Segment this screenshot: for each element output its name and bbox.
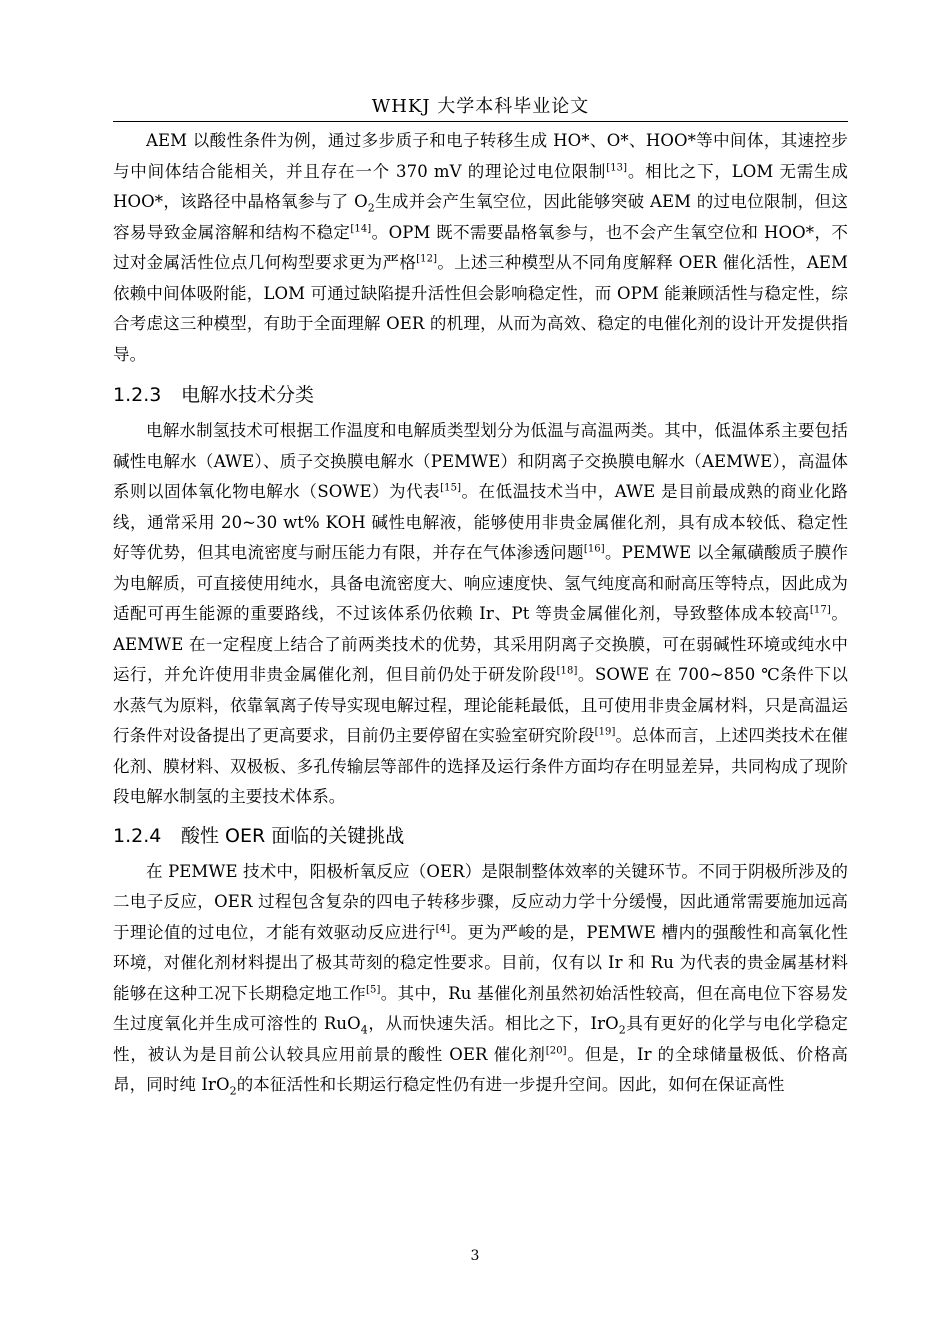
section-number: 1.2.4	[113, 824, 162, 847]
citation: [12]	[416, 253, 438, 265]
paragraph-oer-models	[113, 126, 848, 370]
text-run: 生成并会产生氧空位，因此能够突破 AEM 的过电位限制，但这容易导致金属溶解和结构不稳定	[113, 192, 848, 242]
section-heading-1-2-4	[113, 821, 848, 851]
citation: [15]	[440, 482, 462, 494]
citation: [16]	[583, 543, 605, 555]
text-run: 。上述三种模型从不同角度解释 OER 催化活性，AEM 依赖中间体吸附能，LOM 可通过缺陷提升活性但会影响稳定性，而 OPM 能兼顾活性与稳定性，综合考虑这三种模型，有助于全面理解 OER 的机理，从而为高效、稳定的电催化剂的设计开发提供指导。	[113, 253, 848, 364]
text-run: 具有更好的化学与电化学稳定性，被认为是目前公认较具应用前景的酸性 OER 催化剂	[113, 1014, 848, 1064]
subscript: 4	[360, 1023, 368, 1037]
text-run: ，从而快速失活。相比之下，IrO	[367, 1014, 619, 1033]
citation: [13]	[606, 162, 628, 173]
text-run: 。总体而言，上述四类技术在催化剂、膜材料、双极板、多孔传输层等部件的选择及运行条件方面均存在明显差异，共同构成了现阶段电解水制氢的主要技术体系。	[113, 726, 848, 806]
text-run: 。SOWE 在 700~850 ℃条件下以水蒸气为原料，依靠氧离子传导实现电解过程，理论能耗最低，且可使用非贵金属材料，只是高温运行条件对设备提出了更高要求，目前仍主要停留在实验室研究阶段	[113, 665, 848, 745]
paragraph-acidic-oer-challenges	[113, 857, 848, 1101]
text-run: 。在低温技术当中，AWE 是目前最成熟的商业化路线，通常采用 20~30 wt% KOH 碱性电解液，能够使用非贵金属催化剂，具有成本较低、稳定性好等优势，但其电流密度与耐压能力有限，并存在气体渗透问题	[113, 482, 848, 562]
text-run: 。相比之下，LOM 无需生成 HOO*，该路径中晶格氧参与了 O	[113, 161, 848, 211]
citation: [5]	[366, 984, 381, 995]
text-run: 电解水制氢技术可根据工作温度和电解质类型划分为低温与高温两类。其中，低温体系主要包括碱性电解水（AWE）、质子交换膜电解水（PEMWE）和阴离子交换膜电解水（AEMWE），高温体系则以固体氧化物电解水（SOWE）为代表	[113, 421, 848, 501]
text-run: AEM 以酸性条件为例，通过多步质子和电子转移生成 HO*、O*、HOO*等中间体，其速控步与中间体结合能相关，并且存在一个 370 mV 的理论过电位限制	[113, 131, 848, 181]
citation: [20]	[545, 1045, 567, 1056]
text-run: 。OPM 既不需要晶格氧参与，也不会产生氧空位和 HOO*，不过对金属活性位点几何构型要求更为严格	[113, 222, 848, 272]
citation: [18]	[556, 665, 578, 677]
text-run: 。AEMWE 在一定程度上结合了前两类技术的优势，其采用阴离子交换膜，可在弱碱性环境或纯水中运行，并允许使用非贵金属催化剂，但目前仍处于研发阶段	[113, 604, 849, 684]
subscript: 2	[367, 201, 375, 215]
text-run: 在 PEMWE 技术中，阳极析氧反应（OER）是限制整体效率的关键环节。不同于阴极所涉及的二电子反应，OER 过程包含复杂的四电子转移步骤，反应动力学十分缓慢，因此通常需要施加远高于理论值的过电位，才能有效驱动反应进行	[113, 861, 848, 942]
text-run: 。PEMWE 以全氟磺酸质子膜作为电解质，可直接使用纯水，具备电流密度大、响应速度快、氢气纯度高和耐高压等特点，因此成为适配可再生能源的重要路线，不过该体系仍依赖 Ir、Pt 等贵金属催化剂，导致整体成本较高	[113, 543, 848, 623]
citation: [4]	[435, 923, 451, 934]
text-run: 。但是，Ir 的全球储量极低、价格高昂，同时纯 IrO	[113, 1044, 849, 1094]
text-run: 的本征活性和长期运行稳定性仍有进一步提升空间。因此，如何在保证高性	[236, 1075, 785, 1094]
header-rule	[113, 121, 848, 122]
subscript: 2	[229, 1084, 237, 1098]
page-body	[113, 126, 848, 1101]
page-header-title: WHKJ 大学本科毕业论文	[371, 96, 590, 117]
text-run: 。更为严峻的是，PEMWE 槽内的强酸性和高氧化性环境，对催化剂材料提出了极其苛刻的稳定性要求。目前，仅有以 Ir 和 Ru 为代表的贵金属基材料能够在这种工况下长期稳定地工作	[113, 922, 849, 1003]
paragraph-electrolysis-types	[113, 416, 848, 813]
text-run: 。其中，Ru 基催化剂虽然初始活性较高，但在高电位下容易发生过度氧化并生成可溶性的 RuO	[113, 983, 848, 1033]
citation: [14]	[350, 223, 372, 234]
section-title: 电解水技术分类	[181, 384, 315, 406]
page-number: 3	[470, 1248, 480, 1264]
section-title: 酸性 OER 面临的关键挑战	[181, 824, 405, 847]
subscript: 2	[618, 1023, 626, 1037]
section-number: 1.2.3	[113, 384, 162, 406]
citation: [19]	[594, 726, 616, 738]
citation: [17]	[809, 604, 831, 616]
section-heading-1-2-3	[113, 380, 848, 410]
